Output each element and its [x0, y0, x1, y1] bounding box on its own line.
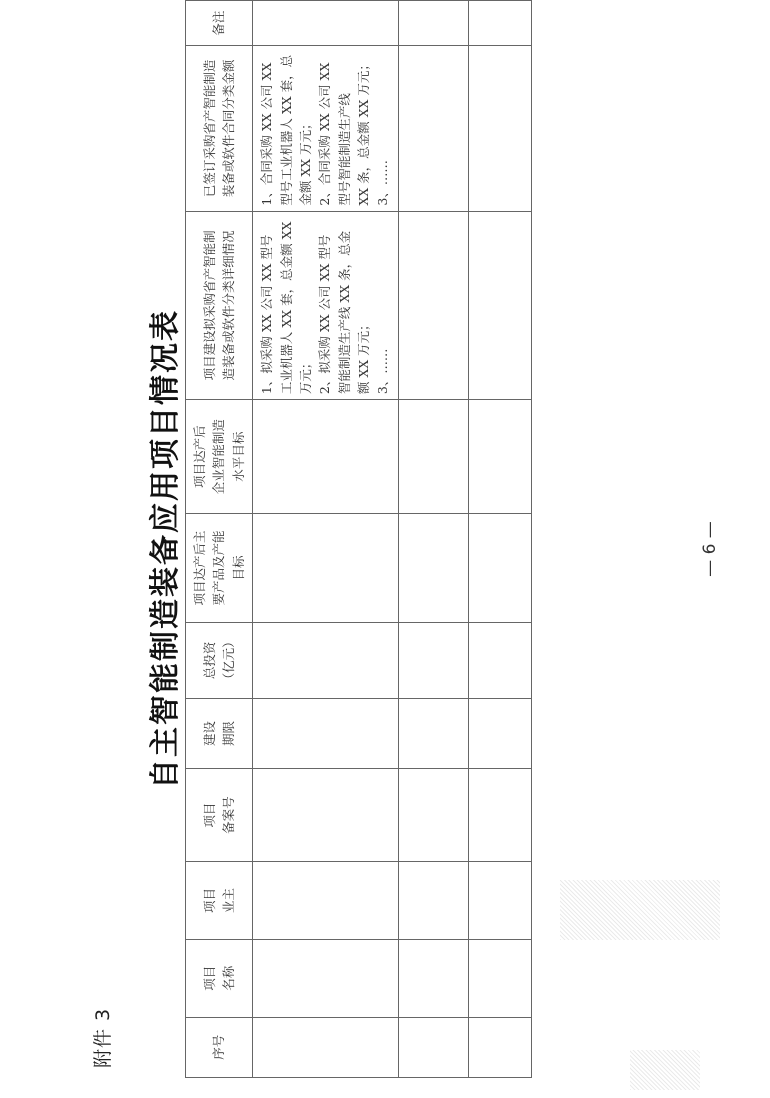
table-cell — [469, 514, 532, 622]
attachment-label: 附件 3 — [92, 1007, 114, 1068]
table-row — [399, 1, 469, 1078]
table-cell — [469, 862, 532, 940]
table-row — [253, 1, 399, 1078]
column-header: 总投资 （亿元） — [186, 622, 253, 698]
table-cell — [399, 769, 469, 862]
column-header: 项目建设拟采购省产智能制 造装备或软件分类详细情况 — [186, 211, 253, 399]
table-cell — [469, 400, 532, 514]
project-table — [185, 0, 532, 1078]
table-cell — [469, 1017, 532, 1077]
column-header: 备注 — [186, 1, 253, 46]
table-cell — [399, 211, 469, 399]
page-title: 自主智能制造装备应用项目情况表 — [148, 309, 183, 789]
table-cell: 1、拟采购 XX 公司 XX 型号 工业机器人 XX 套，总金额 XX 万元； 2、拟采购 XX 公司 XX 型号 智能制造生产线 XX 条，总金 额 XX 万元； 3、…… — [253, 211, 399, 399]
page-number: — 6 — — [700, 521, 720, 577]
table-cell — [399, 46, 469, 211]
column-header: 项目 名称 — [186, 939, 253, 1017]
scan-smudge — [630, 1050, 700, 1090]
column-header: 序号 — [186, 1017, 253, 1077]
table-cell — [399, 1, 469, 46]
table-cell — [399, 622, 469, 698]
column-header: 项目达产后 企业智能制造 水平目标 — [186, 400, 253, 514]
table-cell — [253, 1017, 399, 1077]
table-cell — [469, 211, 532, 399]
column-header: 项目 备案号 — [186, 769, 253, 862]
table-cell — [253, 514, 399, 622]
table-cell — [253, 939, 399, 1017]
table-cell — [469, 939, 532, 1017]
table-cell: 1、合同采购 XX 公司 XX 型号工业机器人 XX 套，总 金额 XX 万元； 2、合同采购 XX 公司 XX 型号智能制造生产线 XX 条，总金额 XX 万元； 3、…… — [253, 46, 399, 211]
table-cell — [399, 514, 469, 622]
table-row — [469, 1, 532, 1078]
table-header-row — [186, 1, 253, 1078]
column-header: 项目 业主 — [186, 862, 253, 940]
table-cell — [253, 1, 399, 46]
table-cell — [399, 400, 469, 514]
table-cell — [399, 939, 469, 1017]
table-cell — [399, 862, 469, 940]
table-cell — [399, 1017, 469, 1077]
table-cell — [399, 699, 469, 769]
table-cell — [469, 46, 532, 211]
column-header: 已签订采购省产智能制造 装备或软件合同分类金额 — [186, 46, 253, 211]
table-cell — [253, 400, 399, 514]
table-cell — [469, 769, 532, 862]
table-cell — [469, 699, 532, 769]
table-cell — [253, 769, 399, 862]
table-cell — [253, 699, 399, 769]
table-cell — [253, 862, 399, 940]
scan-smudge — [560, 880, 720, 940]
table-cell — [469, 622, 532, 698]
table-cell — [253, 622, 399, 698]
column-header: 项目达产后主 要产品及产能 目标 — [186, 514, 253, 622]
table-cell — [469, 1, 532, 46]
column-header: 建设 期限 — [186, 699, 253, 769]
